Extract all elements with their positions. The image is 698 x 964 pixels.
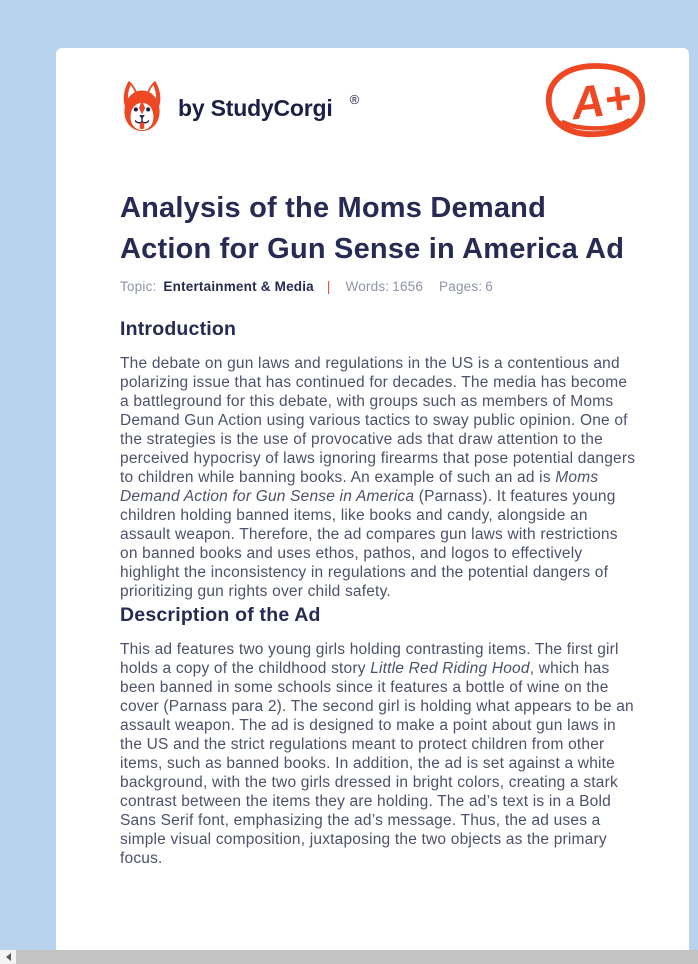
article-body — [120, 318, 636, 868]
meta-separator: | — [326, 279, 331, 294]
left-triangle-icon — [6, 953, 11, 961]
logo-text: by StudyCorgi — [178, 94, 333, 121]
card-header — [120, 71, 634, 145]
essay-card — [56, 48, 689, 964]
horizontal-scrollbar[interactable] — [0, 950, 698, 964]
grade-a-plus-badge — [542, 60, 649, 145]
section-heading: Introduction — [120, 318, 237, 340]
paragraph — [120, 640, 637, 868]
topic-label: Topic: — [120, 279, 157, 294]
words-count: Words: 1656 — [345, 279, 424, 294]
scroll-left-arrow[interactable] — [0, 950, 16, 964]
studycorgi-logo[interactable] — [120, 78, 359, 138]
text-segment: (Parnass). It features young children holding banned items, like books and candy, alongside an assault weapon. Therefore, the ad compares gun laws with restrictions on banned books and uses ethos, pathos, and logos to effectively highlight the inconsistency in regulations and the potential dangers of prioritizing gun rights over child safety. — [120, 488, 618, 600]
text-segment: The debate on gun laws and regulations in the US is a contentious and polarizing issue that has continued for decades. The media has become a battleground for this debate, with groups such as members of Moms Demand Gun Action using various tactics to sway public opinion. One of the strategies is the use of provocative ads that draw attention to the perceived hypocrisy of laws ignoring firearms that pose potential dangers to children while banning books. An example of such an ad is — [120, 355, 636, 486]
grade-text: A+ — [568, 71, 634, 130]
paragraph — [120, 354, 637, 601]
pages-count: Pages: 6 — [439, 279, 493, 294]
topic-link[interactable]: Entertainment & Media — [163, 279, 314, 294]
registered-trademark: ® — [349, 91, 360, 107]
section-heading: Description of the Ad — [120, 604, 321, 626]
corgi-icon — [120, 78, 164, 138]
text-segment: This ad features two young girls holding contrasting items. The first girl holds a copy of the childhood story — [120, 641, 619, 677]
scrollbar-thumb[interactable] — [16, 950, 698, 964]
article-meta — [120, 279, 633, 294]
italic-text: Moms Demand Action for Gun Sense in America — [120, 469, 599, 505]
italic-text: Little Red Riding Hood — [370, 660, 530, 677]
text-segment: , which has been banned in some schools since it features a bottle of wine on the cover (Parnass para 2). The second girl is holding what appears to be an assault weapon. The ad is designed to make a point about gun laws in the US and the strict regulations meant to protect children from other items, such as banned books. In addition, the ad is set against a white background, with the two girls dressed in bright colors, creating a stark contrast between the items they are holding. The ad’s text is in a Bold Sans Serif font, emphasizing the ad’s message. Thus, the ad uses a simple visual composition, juxtaposing the two objects as the primary focus. — [120, 660, 634, 867]
page-title: Analysis of the Moms Demand Action for Gun Sense in America Ad — [120, 192, 625, 265]
